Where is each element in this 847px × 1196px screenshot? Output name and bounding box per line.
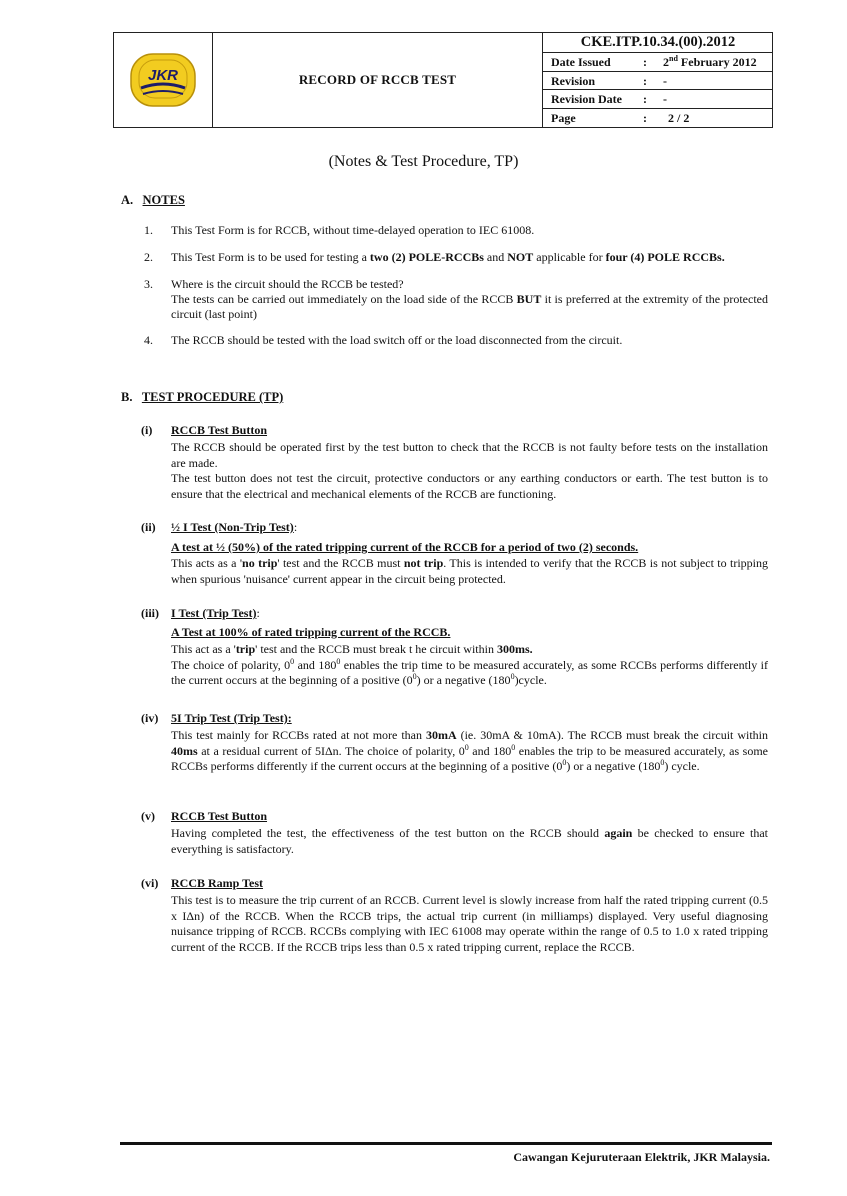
section-letter: A. <box>121 193 134 207</box>
meta-colon: : <box>643 92 647 106</box>
note-number: 2. <box>144 250 153 264</box>
tp-iii-body: This act as a 'trip' test and the RCCB must break t he circuit within 300ms. The choice of polarity, $0^0$ and $180^0$ enables the trip time to be measured accurately, as some RCCBs performs differently if the current occurs at the beginning of a positive $(0^0)$ or a negative $(180^0)cycle$. <box>171 642 768 687</box>
meta-colon: : <box>643 110 647 125</box>
section-notes-heading <box>121 193 185 208</box>
meta-colon: : <box>643 73 647 88</box>
page-subtitle: (Notes & Test Procedure, TP) <box>328 153 519 170</box>
tp-number: (ii) <box>141 520 156 534</box>
section-tp-heading <box>121 390 283 405</box>
tp-ii-body: This acts as a 'no trip' test and the RCCB must not trip. This is intended to verify that the RCCB is not subject to tripping when spurious 'nuisance' current appear in the circuit being protected. <box>171 556 768 586</box>
document-code: CKE.ITP.10.34.(00).2012 <box>543 32 773 53</box>
tp-number: (vi) <box>141 876 159 890</box>
meta-revision <box>543 72 773 91</box>
tp-iv-title: 5I Trip Test (Trip Test): <box>171 711 292 725</box>
tp-iii-title: I Test (Trip Test): <box>171 606 260 620</box>
tp-v-body: Having completed the test, the effectiveness of the test button on the RCCB should again be checked to ensure that everything is satisfactory. <box>171 826 769 856</box>
note-number: 3. <box>144 277 153 291</box>
note-1-text: This Test Form is for RCCB, without time-delayed operation to IEC 61008. <box>171 223 535 237</box>
meta-revision-date <box>543 90 773 109</box>
tp-number: (iv) <box>141 711 159 725</box>
meta-page <box>543 109 773 128</box>
tp-number: (i) <box>141 423 153 437</box>
section-letter: B. <box>121 390 133 404</box>
document-title: RECORD OF RCCB TEST <box>298 72 457 87</box>
title-cell <box>213 32 543 128</box>
section-title: NOTES <box>142 193 185 207</box>
meta-label: Page <box>551 110 576 125</box>
tp-iv-body: This test mainly for RCCBs rated at not more than 30mA (ie. 30mA & 10mA). The RCCB must break the circuit within 40ms at a residual current of 5IΔn. The choice of polarity, $0^0$ and $180^0$ enables the trip to be measured accurately, as some RCCBs performs differently if the current occurs at the beginning of a positive $(0^0)$ or a negative $(180^0)$ cycle. <box>171 728 769 773</box>
tp-ii-subtitle: A test at ½ (50%) of the rated tripping current of the RCCB for a period of two (2) seconds. <box>171 540 639 554</box>
tp-i-body: The RCCB should be operated first by the test button to check that the RCCB is not faulty before tests on the installation are made. The test button does not test the circuit, protective conductors or any earthing conductors or earth. The test button is to ensure that the electrical and mechanical elements of the RCCB are functioning. <box>171 440 768 501</box>
svg-text:JKR: JKR <box>147 67 179 84</box>
note-2-text: This Test Form is to be used for testing a two (2) POLE-RCCBs and NOT applicable for four (4) POLE RCCBs. <box>171 250 725 264</box>
jkr-logo <box>125 50 201 110</box>
meta-label: Date Issued <box>551 55 611 69</box>
section-title: TEST PROCEDURE (TP) <box>141 390 284 404</box>
note-number: 1. <box>144 223 153 237</box>
meta-label: Revision <box>551 73 596 88</box>
tp-v-title: RCCB Test Button <box>171 809 268 823</box>
meta-date-issued <box>543 53 773 72</box>
logo-cell <box>113 32 213 128</box>
note-4-text: The RCCB should be tested with the load switch off or the load disconnected from the circuit. <box>171 333 623 347</box>
note-number: 4. <box>144 333 153 347</box>
tp-ii-title: ½ I Test (Non-Trip Test): <box>171 520 298 534</box>
note-3-text: Where is the circuit should the RCCB be tested? The tests can be carried out immediately on the load side of the RCCB BUT it is preferred at the extremity of the protected circuit (last point) <box>171 277 768 321</box>
meta-colon: : <box>643 55 647 69</box>
footer-rule <box>120 1142 772 1145</box>
tp-i-title: RCCB Test Button <box>171 423 268 437</box>
tp-number: (v) <box>141 809 155 823</box>
tp-vi-title: RCCB Ramp Test <box>171 876 264 890</box>
tp-number: (iii) <box>141 606 159 620</box>
footer-organization: Cawangan Kejuruteraan Elektrik, JKR Malaysia. <box>513 1150 770 1164</box>
meta-label: Revision Date <box>551 92 622 106</box>
meta-value: 2nd February 2012 <box>663 54 757 69</box>
meta-value: - <box>663 92 667 106</box>
tp-iii-subtitle: A Test at 100% of rated tripping current of the RCCB. <box>171 625 451 639</box>
tp-vi-body: This test is to measure the trip current of an RCCB. Current level is slowly increase from half the rated tripping current (0.5 x IΔn) of the RCCB. When the RCCB trips, the actual trip current (in milliamps) displayed. Very useful diagnosing nuisance tripping of RCCB. RCCBs complying with IEC 61008 may operate within the range of 0.5 to 1.0 x rated tripping current of the RCCB. If the RCCB trips less than 0.5 x rated tripping current, replace the RCCB. <box>171 893 768 954</box>
meta-value: 2 / 2 <box>668 110 690 125</box>
meta-value: - <box>663 73 667 88</box>
